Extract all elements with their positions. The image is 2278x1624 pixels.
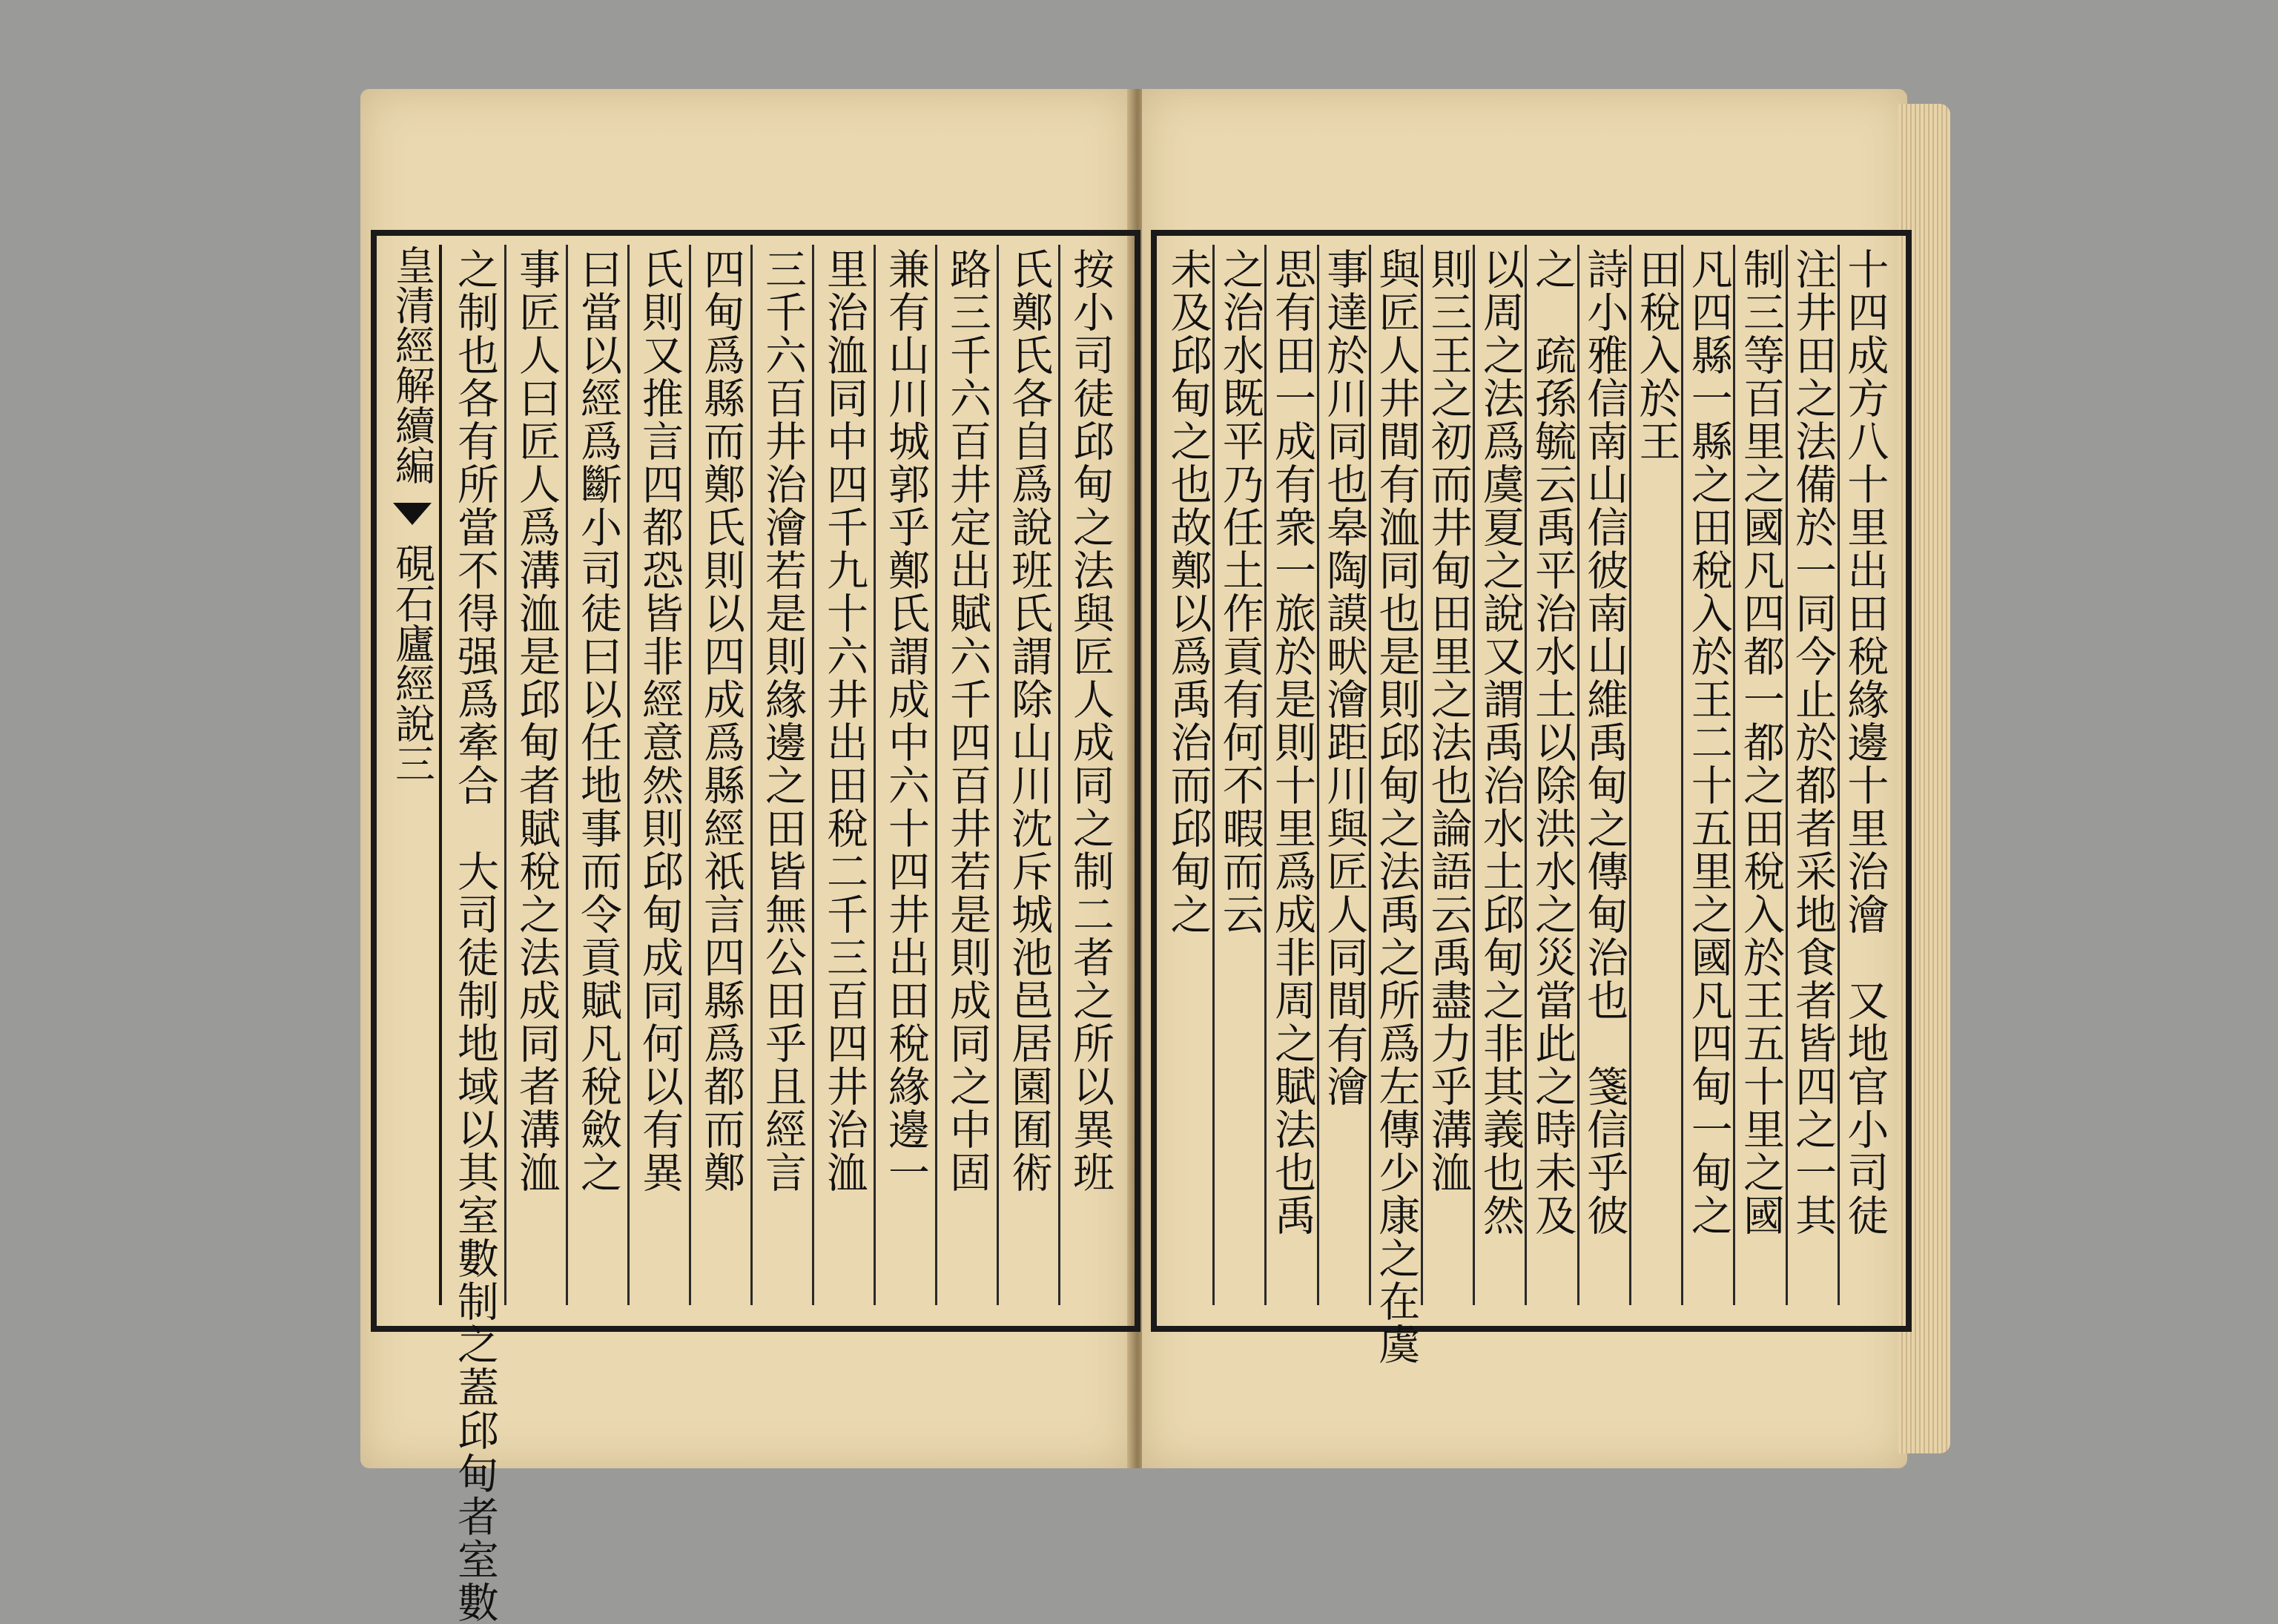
text-column <box>1212 245 1264 1305</box>
column-text: 氏鄭氏各自爲說班氏謂除山川沈斥城池邑居園囿術 <box>1005 248 1053 1194</box>
text-column <box>812 245 874 1305</box>
text-column <box>1681 245 1733 1305</box>
column-text: 凡四縣一縣之田稅入於王二十五里之國凡四甸一甸之 <box>1684 248 1733 1237</box>
column-text: 路三千六百井定出賦六千四百井若是則成同之中固 <box>943 248 991 1194</box>
column-text: 兼有山川城郭乎鄭氏謂成中六十四井出田稅緣邊一 <box>882 248 930 1194</box>
text-column <box>1264 245 1316 1305</box>
column-text: 之制也各有所當不得强爲牽合 大司徒制地域以其室數制之蓋邱甸者室數 <box>451 248 499 1624</box>
column-text: 詩小雅信南山信彼南山維禹甸之傳甸治也 箋信乎彼 <box>1580 248 1629 1237</box>
left-text-columns <box>445 245 1120 1624</box>
column-text: 氏則又推言四都恐皆非經意然則邱甸成同何以有異 <box>635 248 684 1194</box>
chapter-title: 硯石廬經說三 <box>389 543 436 783</box>
column-text: 事匠人曰匠人爲溝洫是邱甸者賦稅之法成同者溝洫 <box>512 248 561 1194</box>
text-column <box>1317 245 1369 1305</box>
text-column <box>935 245 997 1305</box>
column-text: 以周之法爲虞夏之說又謂禹治水土邱甸之非其義也然 <box>1476 248 1525 1237</box>
text-column <box>445 245 504 1624</box>
text-column <box>1525 245 1577 1305</box>
column-text: 思有田一成有衆一旅於是則十里爲成非周之賦法也禹 <box>1267 248 1316 1237</box>
text-column <box>1058 245 1120 1305</box>
column-text: 四甸爲縣而鄭氏則以四成爲縣經祇言四縣爲都而鄭 <box>697 248 745 1194</box>
text-column <box>1838 245 1889 1305</box>
running-title: 皇清經解續編 <box>389 245 436 485</box>
text-column <box>750 245 812 1305</box>
column-text: 按小司徒邱甸之法與匠人成同之制二者之所以異班 <box>1066 248 1115 1194</box>
text-column <box>1629 245 1681 1305</box>
text-column <box>874 245 935 1305</box>
column-text: 未及邱甸之也故鄭以爲禹治而邱甸之 <box>1163 248 1212 936</box>
text-column <box>1369 245 1421 1366</box>
column-text: 之 疏孫毓云禹平治水土以除洪水之災當此之時未及 <box>1528 248 1577 1237</box>
text-column <box>1733 245 1785 1305</box>
column-text: 田稅入於王 <box>1632 248 1681 463</box>
text-column <box>1421 245 1473 1305</box>
text-column <box>1786 245 1838 1305</box>
column-text: 之治水既平乃任土作貢有何不暇而云 <box>1215 248 1264 936</box>
column-text: 曰當以經爲斷小司徒曰以任地事而令貢賦凡稅斂之 <box>574 248 622 1194</box>
column-text: 則三王之初而井甸田里之法也論語云禹盡力乎溝洫 <box>1424 248 1473 1194</box>
text-column <box>504 245 566 1305</box>
column-text: 注井田之法備於一同今止於都者采地食者皆四之一其 <box>1789 248 1838 1237</box>
running-title-column <box>386 245 442 1305</box>
text-column <box>689 245 750 1305</box>
column-text: 事達於川同也皋陶謨畎澮距川與匠人同間有澮 <box>1320 248 1369 1108</box>
column-text: 與匠人井間有洫同也是則邱甸之法禹之所爲左傳少康之在虞 <box>1372 248 1421 1366</box>
column-text: 制三等百里之國凡四都一都之田稅入於王五十里之國 <box>1736 248 1785 1237</box>
text-column <box>1163 245 1212 1305</box>
text-column <box>1473 245 1525 1305</box>
text-column <box>997 245 1058 1305</box>
column-text: 里治洫同中四千九十六井出田稅二千三百四井治洫 <box>820 248 868 1194</box>
text-column <box>1577 245 1629 1305</box>
column-text: 三千六百井治澮若是則緣邊之田皆無公田乎且經言 <box>759 248 807 1194</box>
right-text-columns <box>1163 245 1889 1366</box>
text-column <box>566 245 627 1305</box>
fish-tail-marker <box>393 503 432 525</box>
text-column <box>627 245 689 1305</box>
column-text: 十四成方八十里出田稅緣邊十里治澮 又地官小司徒 <box>1840 248 1889 1237</box>
